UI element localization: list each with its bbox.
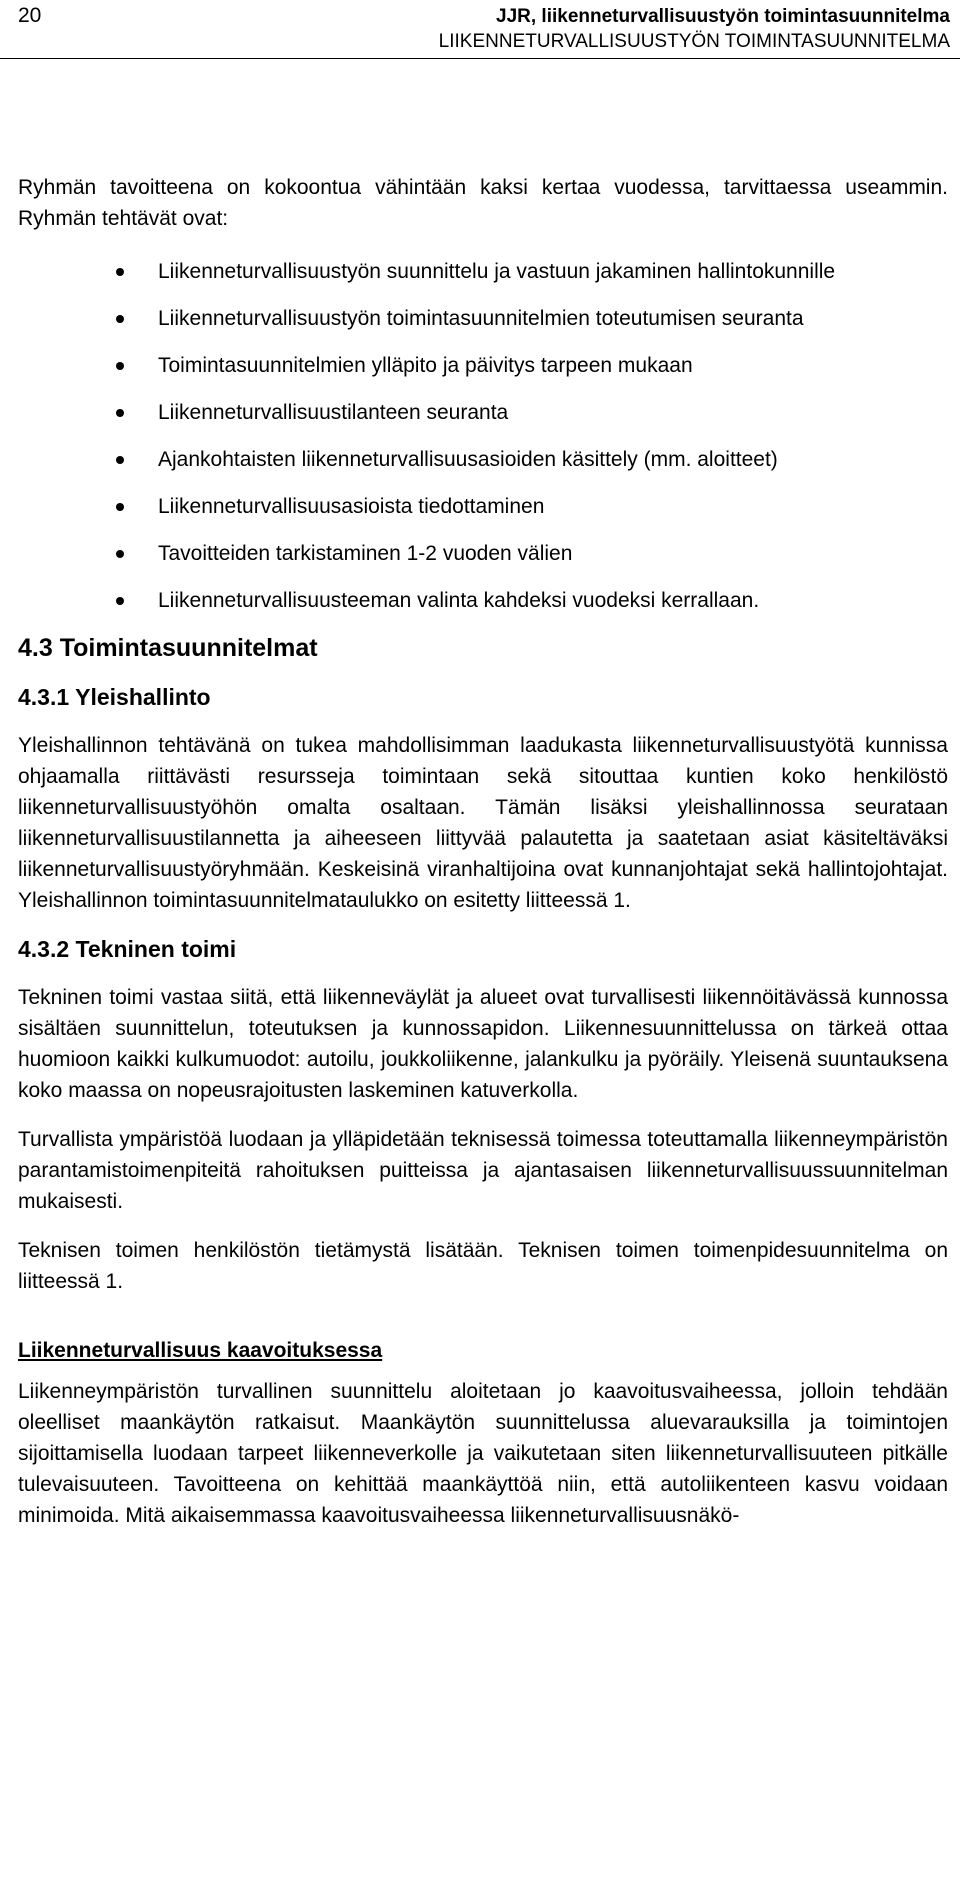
section-heading-4-3-1: 4.3.1 Yleishallinto (18, 684, 211, 710)
section-heading-4-3-2: 4.3.2 Tekninen toimi (18, 936, 237, 962)
header-divider (0, 58, 960, 59)
list-item-text: Tavoitteiden tarkistaminen 1-2 vuoden välien (158, 542, 573, 565)
bullet-icon (116, 550, 124, 558)
bullet-icon (116, 503, 124, 511)
list-item-text: Toimintasuunnitelmien ylläpito ja päivitys tarpeen mukaan (158, 354, 693, 377)
bullet-icon (116, 456, 124, 464)
list-item (18, 538, 948, 569)
list-item (18, 444, 948, 475)
list-item-text: Liikenneturvallisuusteeman valinta kahdeksi vuodeksi kerrallaan. (158, 589, 760, 612)
running-header (439, 4, 950, 54)
page-header (0, 0, 960, 60)
page-content (18, 172, 948, 1531)
list-item-text: Liikenneturvallisuustilanteen seuranta (158, 401, 509, 424)
kaavoitus-heading: Liikenneturvallisuus kaavoituksessa (18, 1339, 383, 1362)
bullet-icon (116, 315, 124, 323)
bullet-icon (116, 268, 124, 276)
running-header-subtitle: LIIKENNETURVALLISUUSTYÖN TOIMINTASUUNNITELMA (438, 31, 950, 52)
list-item-text: Liikenneturvallisuusasioista tiedottaminen (158, 495, 545, 518)
list-item-text: Ajankohtaisten liikenneturvallisuusasioiden käsittely (mm. aloitteet) (158, 448, 778, 471)
list-item (18, 585, 948, 616)
kaavoitus-paragraph: Liikenneympäristön turvallinen suunnittelu aloitetaan jo kaavoitusvaiheessa, jolloin tehdään oleelliset maankäytön ratkaisut. Maankäytön suunnittelussa aluevarauksilla ja toimintojen sijoittamisella luodaan tarpeet liikenneverkolle ja vaikutetaan siten liikenneturvallisuuteen pitkälle tulevaisuuteen. Tavoitteena on kehittää maankäyttöä niin, että autoliikenteen kasvu voidaan minimoida. Mitä aikaisemmassa kaavoitusvaiheessa liikenneturvallisuusnäkö- (18, 1380, 948, 1527)
list-item (18, 397, 948, 428)
list-item (18, 303, 948, 334)
list-item (18, 350, 948, 381)
list-item-text: Liikenneturvallisuustyön suunnittelu ja vastuun jakaminen hallintokunnille (158, 260, 836, 283)
yleishallinto-paragraph: Yleishallinnon tehtävänä on tukea mahdollisimman laadukasta liikenneturvallisuustyötä kunnissa ohjaamalla riittävästi resursseja toimintaan sekä sitouttaa kuntien koko henkilöstö liikenneturvallisuustyöhön omalta osaltaan. Tämän lisäksi yleishallinnossa seurataan liikenneturvallisuustilannetta ja aiheeseen liittyvää palautetta ja saatetaan asiat käsiteltäväksi liikenneturvallisuustyöryhmään. Keskeisinä viranhaltijoina ovat kunnanjohtajat sekä hallintojohtajat. Yleishallinnon toimintasuunnitelmataulukko on esitetty liitteessä 1. (18, 734, 948, 912)
section-heading-4-3: 4.3 Toimintasuunnitelmat (18, 634, 318, 662)
list-item (18, 491, 948, 522)
list-item (18, 256, 948, 287)
task-list (18, 256, 948, 616)
bullet-icon (116, 597, 124, 605)
tekninen-paragraph-3: Teknisen toimen henkilöstön tietämystä lisätään. Teknisen toimen toimenpidesuunnitelma on liitteessä 1. (18, 1239, 948, 1293)
list-item-text: Liikenneturvallisuustyön toimintasuunnitelmien toteutumisen seuranta (158, 307, 804, 330)
intro-paragraph: Ryhmän tavoitteena on kokoontua vähintään kaksi kertaa vuodessa, tarvittaessa useammin. Ryhmän tehtävät ovat: (18, 176, 948, 230)
bullet-icon (116, 409, 124, 417)
tekninen-paragraph-1: Tekninen toimi vastaa siitä, että liikenneväylät ja alueet ovat turvallisesti liikennöitävässä kunnossa sisältäen suunnittelun, toteutuksen ja kunnossapidon. Liikennesuunnittelussa on tärkeä ottaa huomioon kaikki kulkumuodot: autoilu, joukkoliikenne, jalankulku ja pyöräily. Yleisenä suuntauksena koko maassa on nopeusrajoitusten laskeminen katuverkolla. (18, 986, 948, 1102)
running-header-title: JJR, liikenneturvallisuustyön toimintasuunnitelma (496, 6, 950, 27)
tekninen-paragraph-2: Turvallista ympäristöä luodaan ja ylläpidetään teknisessä toimessa toteuttamalla liikenneympäristön parantamistoimenpiteitä rahoituksen puitteissa ja ajantasaisen liikenneturvallisuussuunnitelman mukaisesti. (18, 1128, 948, 1213)
bullet-icon (116, 362, 124, 370)
page-number: 20 (18, 4, 42, 27)
